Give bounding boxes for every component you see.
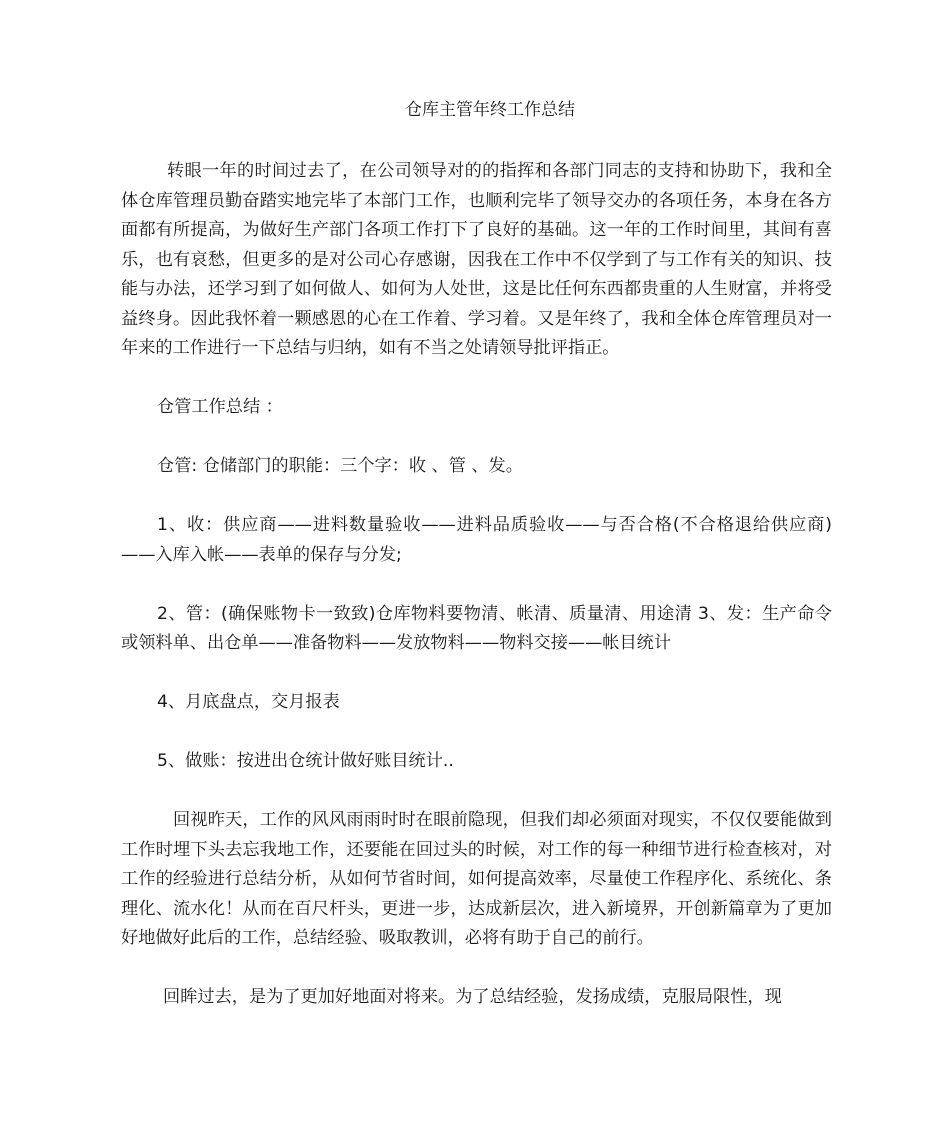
paragraph-receiving: 1、收：供应商——进料数量验收——进料品质验收——与否合格(不合格退给供应商)——入库入帐——表单的保存与分发; — [121, 515, 832, 565]
paragraph-section-heading: 仓管工作总结 ： — [157, 397, 283, 417]
paragraph-warehouse-functions: 仓管: 仓储部门的职能：三个字：收 、管 、发。 — [157, 456, 523, 476]
paragraph-reflection: 回视昨天，工作的风风雨雨时时在眼前隐现，但我们却必须面对现实，不仅仅要能做到工作时埋下头去忘我地工作，还要能在回过头的时候，对工作的每一种细节进行检查核对，对工作的经验进行总结分析，从如何节省时间，如何提高效率，尽量使工作程序化、系统化、条理化、流水化！从而在百尺杆头，更进一步，达成新层次，进入新境界，开创新篇章为了更加好地做好此后的工作，总结经验、吸取教训，必将有助于自己的前行。 — [121, 810, 832, 948]
paragraph-managing-issuing: 2、管：(确保账物卡一致致)仓库物料要物清、帐清、质量清、用途清 3、发：生产命令或领料单、出仓单——准备物料——发放物料——物料交接——帐目统计 — [121, 603, 832, 653]
document-title: 仓库主管年终工作总结 — [405, 100, 575, 120]
paragraph-intro: 转眼一年的时间过去了，在公司领导对的的指挥和各部门同志的支持和协助下，我和全体仓库管理员勤奋踏实地完毕了本部门工作，也顺利完毕了领导交办的各项任务，本身在各方面都有所提高，为做好生产部门各项工作打下了良好的基础。这一年的工作时间里，其间有喜乐，也有哀愁，但更多的是对公司心存感谢，因我在工作中不仅学到了与工作有关的知识、技能与办法，还学习到了如何做人、如何为人处世，这是比任何东西都贵重的人生财富，并将受益终身。因此我怀着一颗感恩的心在工作着、学习着。又是年终了，我和全体仓库管理员对一年来的工作进行一下总结与归纳，如有不当之处请领导批评指正。 — [121, 161, 832, 358]
document-body — [121, 157, 832, 1042]
paragraph-looking-back: 回眸过去，是为了更加好地面对将来。为了总结经验，发扬成绩，克服局限性，现 — [163, 987, 782, 1007]
paragraph-bookkeeping: 5、做账：按进出仓统计做好账目统计.. — [157, 751, 454, 771]
paragraph-monthly-inventory: 4、月底盘点，交月报表 — [157, 692, 340, 712]
